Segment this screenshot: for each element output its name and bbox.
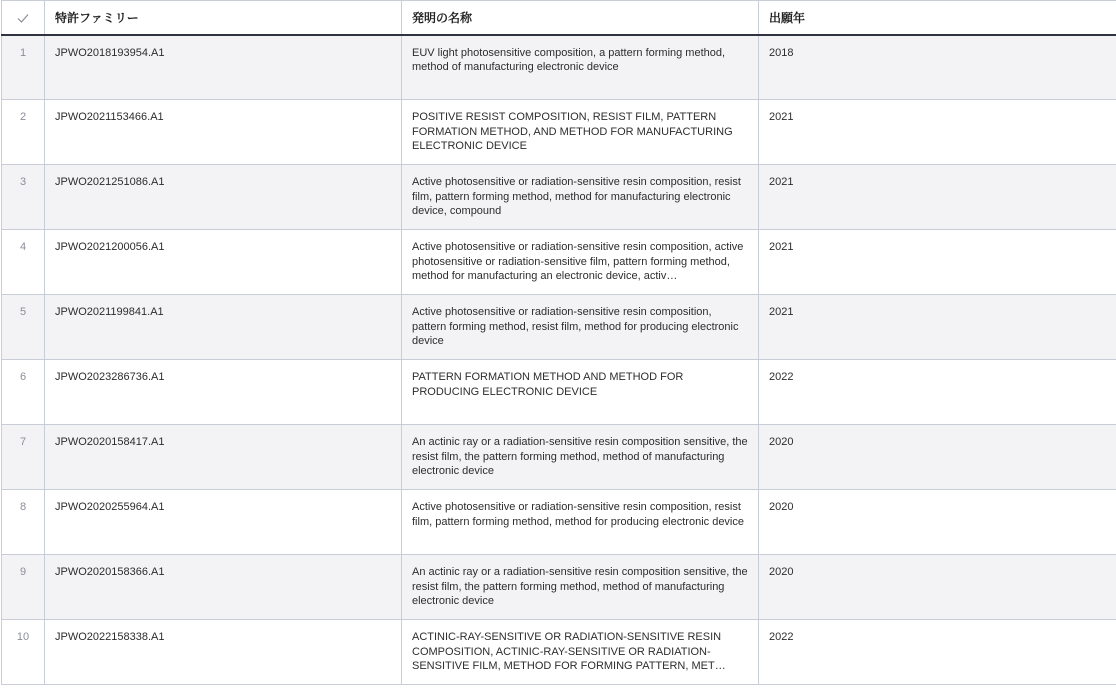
patent-family-cell: JPWO2022158338.A1 [45,620,402,685]
patent-family-cell: JPWO2018193954.A1 [45,35,402,100]
row-number: 4 [2,230,45,295]
row-number: 7 [2,425,45,490]
select-all-header[interactable] [2,1,45,35]
filing-year-cell: 2022 [759,620,1116,685]
patent-family-cell: JPWO2021251086.A1 [45,165,402,230]
filing-year-cell: 2021 [759,295,1116,360]
table-row[interactable] [2,425,1116,490]
patent-family-cell: JPWO2021153466.A1 [45,100,402,165]
patent-family-cell: JPWO2020255964.A1 [45,490,402,555]
patent-family-cell: JPWO2021199841.A1 [45,295,402,360]
invention-title-text: EUV light photosensitive composition, a pattern forming method, method of manufacturing electronic device [412,46,726,73]
filing-year-cell: 2020 [759,555,1116,620]
filing-year-cell: 2021 [759,165,1116,230]
invention-title-text: PATTERN FORMATION METHOD AND METHOD FOR PRODUCING ELECTRONIC DEVICE [412,371,684,398]
table-header-row [2,1,1116,35]
invention-title-text: ACTINIC-RAY-SENSITIVE OR RADIATION-SENSITIVE RESIN COMPOSITION, ACTINIC-RAY-SENSITIVE OR RADIATION-SENSITIVE FILM, METHOD FOR FORMING PATTERN, MET… [412,631,726,672]
table-row[interactable] [2,295,1116,360]
invention-title-text: Active photosensitive or radiation-sensitive resin composition, resist film, pattern forming method, method for producing electronic device [412,501,744,528]
table-row[interactable] [2,490,1116,555]
row-number: 2 [2,100,45,165]
filing-year-cell: 2022 [759,360,1116,425]
row-number: 3 [2,165,45,230]
invention-title-cell [402,620,759,685]
table-row[interactable] [2,555,1116,620]
invention-title-cell [402,425,759,490]
invention-title-text: An actinic ray or a radiation-sensitive resin composition sensitive, the resist film, the pattern forming method, method of manufacturing electronic device [412,566,748,607]
invention-title-cell [402,165,759,230]
filing-year-cell: 2020 [759,425,1116,490]
column-header-title[interactable]: 発明の名称 [402,1,759,35]
table-row[interactable] [2,230,1116,295]
invention-title-text: Active photosensitive or radiation-sensitive resin composition, resist film, pattern forming method, method for manufacturing electronic device, compound [412,176,741,217]
filing-year-cell: 2020 [759,490,1116,555]
patent-results-table [1,0,1116,685]
invention-title-text: An actinic ray or a radiation-sensitive resin composition sensitive, the resist film, the pattern forming method, method of manufacturing electronic device [412,436,748,477]
row-number: 5 [2,295,45,360]
invention-title-cell [402,35,759,100]
row-number: 9 [2,555,45,620]
invention-title-text: Active photosensitive or radiation-sensitive resin composition, pattern forming method, resist film, method for producing electronic device [412,306,739,347]
patent-family-cell: JPWO2020158417.A1 [45,425,402,490]
invention-title-cell [402,360,759,425]
invention-title-cell [402,490,759,555]
row-number: 1 [2,35,45,100]
checkmark-icon[interactable] [16,11,30,25]
patent-family-cell: JPWO2023286736.A1 [45,360,402,425]
invention-title-text: Active photosensitive or radiation-sensitive resin composition, active photosensitive or radiation-sensitive film, pattern forming method, method for manufacturing an electronic device, activ… [412,241,744,282]
invention-title-cell [402,295,759,360]
column-header-year[interactable]: 出願年 [759,1,1116,35]
filing-year-cell: 2021 [759,230,1116,295]
table-row[interactable] [2,35,1116,100]
patent-family-cell: JPWO2020158366.A1 [45,555,402,620]
column-header-family[interactable]: 特許ファミリー [45,1,402,35]
table-row[interactable] [2,360,1116,425]
row-number: 8 [2,490,45,555]
invention-title-cell [402,555,759,620]
invention-title-cell [402,230,759,295]
invention-title-cell [402,100,759,165]
table-row[interactable] [2,620,1116,685]
row-number: 10 [2,620,45,685]
invention-title-text: POSITIVE RESIST COMPOSITION, RESIST FILM, PATTERN FORMATION METHOD, AND METHOD FOR MANUFACTURING ELECTRONIC DEVICE [412,111,733,152]
filing-year-cell: 2018 [759,35,1116,100]
patent-family-cell: JPWO2021200056.A1 [45,230,402,295]
filing-year-cell: 2021 [759,100,1116,165]
table-row[interactable] [2,165,1116,230]
table-row[interactable] [2,100,1116,165]
row-number: 6 [2,360,45,425]
